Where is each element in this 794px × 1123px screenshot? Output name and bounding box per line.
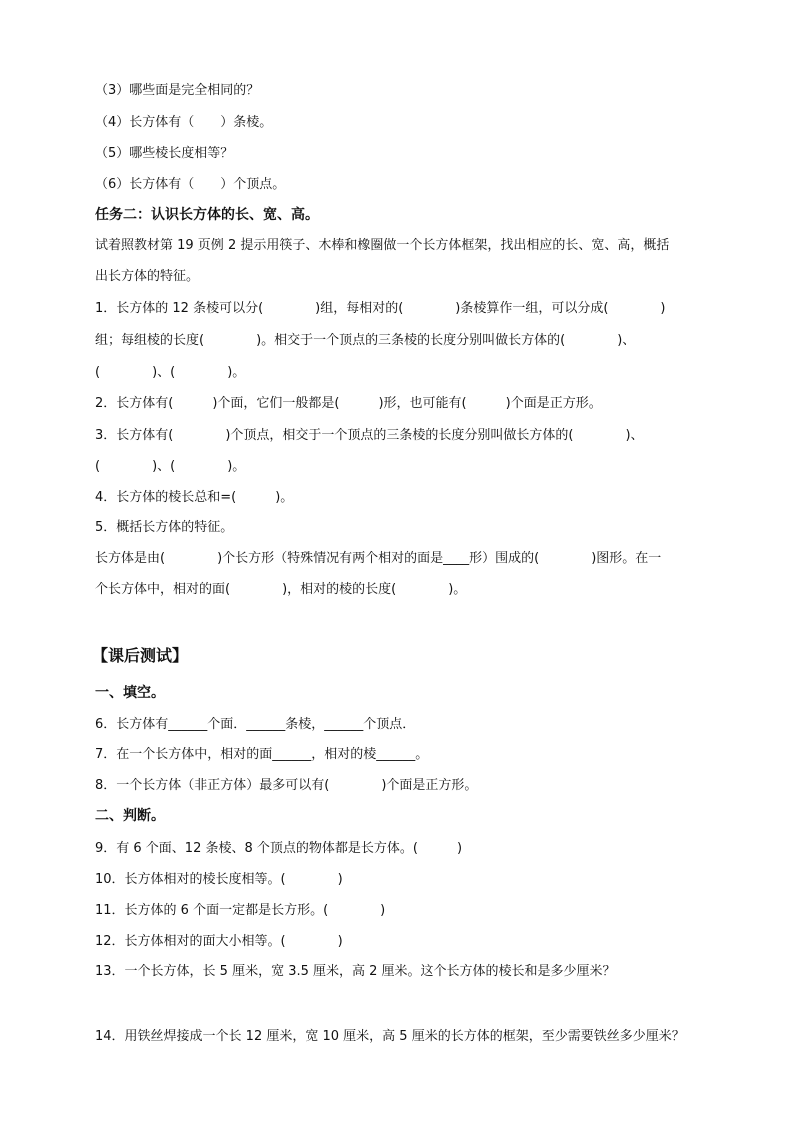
task-two-instruction-line-2: 出长方体的特征。 xyxy=(95,269,200,284)
item-1-line-2: 组；每组棱的长度( )。相交于一个顶点的三条棱的长度分别叫做长方体的( )、 xyxy=(95,333,636,348)
task-two-instruction-line-1: 试着照教材第 19 页例 2 提示用筷子、木棒和橡圈做一个长方体框架，找出相应的长、宽、高，概括 xyxy=(95,238,670,253)
item-1-line-1: 1．长方体的 12 条棱可以分( )组，每相对的( )条棱算作一组，可以分成( ) xyxy=(95,301,666,316)
question-4-text: （4）长方体有（ ）条棱。 xyxy=(95,115,273,130)
item-3-line-2: ( )、( )。 xyxy=(95,459,246,474)
question-9-judge: 9．有 6 个面、12 条棱、8 个顶点的物体都是长方体。( ) xyxy=(95,841,463,856)
task-two-heading: 任务二：认识长方体的长、宽、高。 xyxy=(95,207,319,223)
question-5-text: （5）哪些棱长度相等？ xyxy=(95,146,234,161)
item-2-text: 2．长方体有( )个面，它们一般都是( )形，也可能有( )个面是正方形。 xyxy=(95,396,602,411)
summary-line-2: 个长方体中，相对的面( )，相对的棱的长度( )。 xyxy=(95,582,467,597)
question-6-fill: 6．长方体有______个面．______条棱，______个顶点． xyxy=(95,717,416,732)
section-fill-blank-heading: 一、填空。 xyxy=(95,685,165,701)
question-13-problem: 13．一个长方体，长 5 厘米，宽 3.5 厘米，高 2 厘米。这个长方体的棱长和是多少厘米？ xyxy=(95,964,616,979)
question-11-judge: 11．长方体的 6 个面一定都是长方形。( ) xyxy=(95,903,386,918)
post-class-test-heading: 【课后测试】 xyxy=(92,646,189,665)
item-4-text: 4．长方体的棱长总和=( )。 xyxy=(95,490,294,505)
question-7-fill: 7．在一个长方体中，相对的面______，相对的棱______。 xyxy=(95,747,429,762)
item-3-line-1: 3．长方体有( )个顶点，相交于一个顶点的三条棱的长度分别叫做长方体的( )、 xyxy=(95,428,644,443)
summary-line-1: 长方体是由( )个长方形（特殊情况有两个相对的面是____形）围成的( )图形。在一 xyxy=(95,551,662,566)
question-12-judge: 12．长方体相对的面大小相等。( ) xyxy=(95,934,343,949)
section-judge-heading: 二、判断。 xyxy=(95,808,165,824)
item-1-line-3: ( )、( )。 xyxy=(95,365,246,380)
question-14-problem: 14．用铁丝焊接成一个长 12 厘米，宽 10 厘米，高 5 厘米的长方体的框架，至少需要铁丝多少厘米？ xyxy=(95,1029,685,1044)
question-8-fill: 8．一个长方体（非正方体）最多可以有( )个面是正方形。 xyxy=(95,778,478,793)
question-3-text: （3）哪些面是完全相同的？ xyxy=(95,83,260,98)
item-5-text: 5．概括长方体的特征。 xyxy=(95,520,234,535)
question-6-text: （6）长方体有（ ）个顶点。 xyxy=(95,177,286,192)
question-10-judge: 10．长方体相对的棱长度相等。( ) xyxy=(95,872,343,887)
